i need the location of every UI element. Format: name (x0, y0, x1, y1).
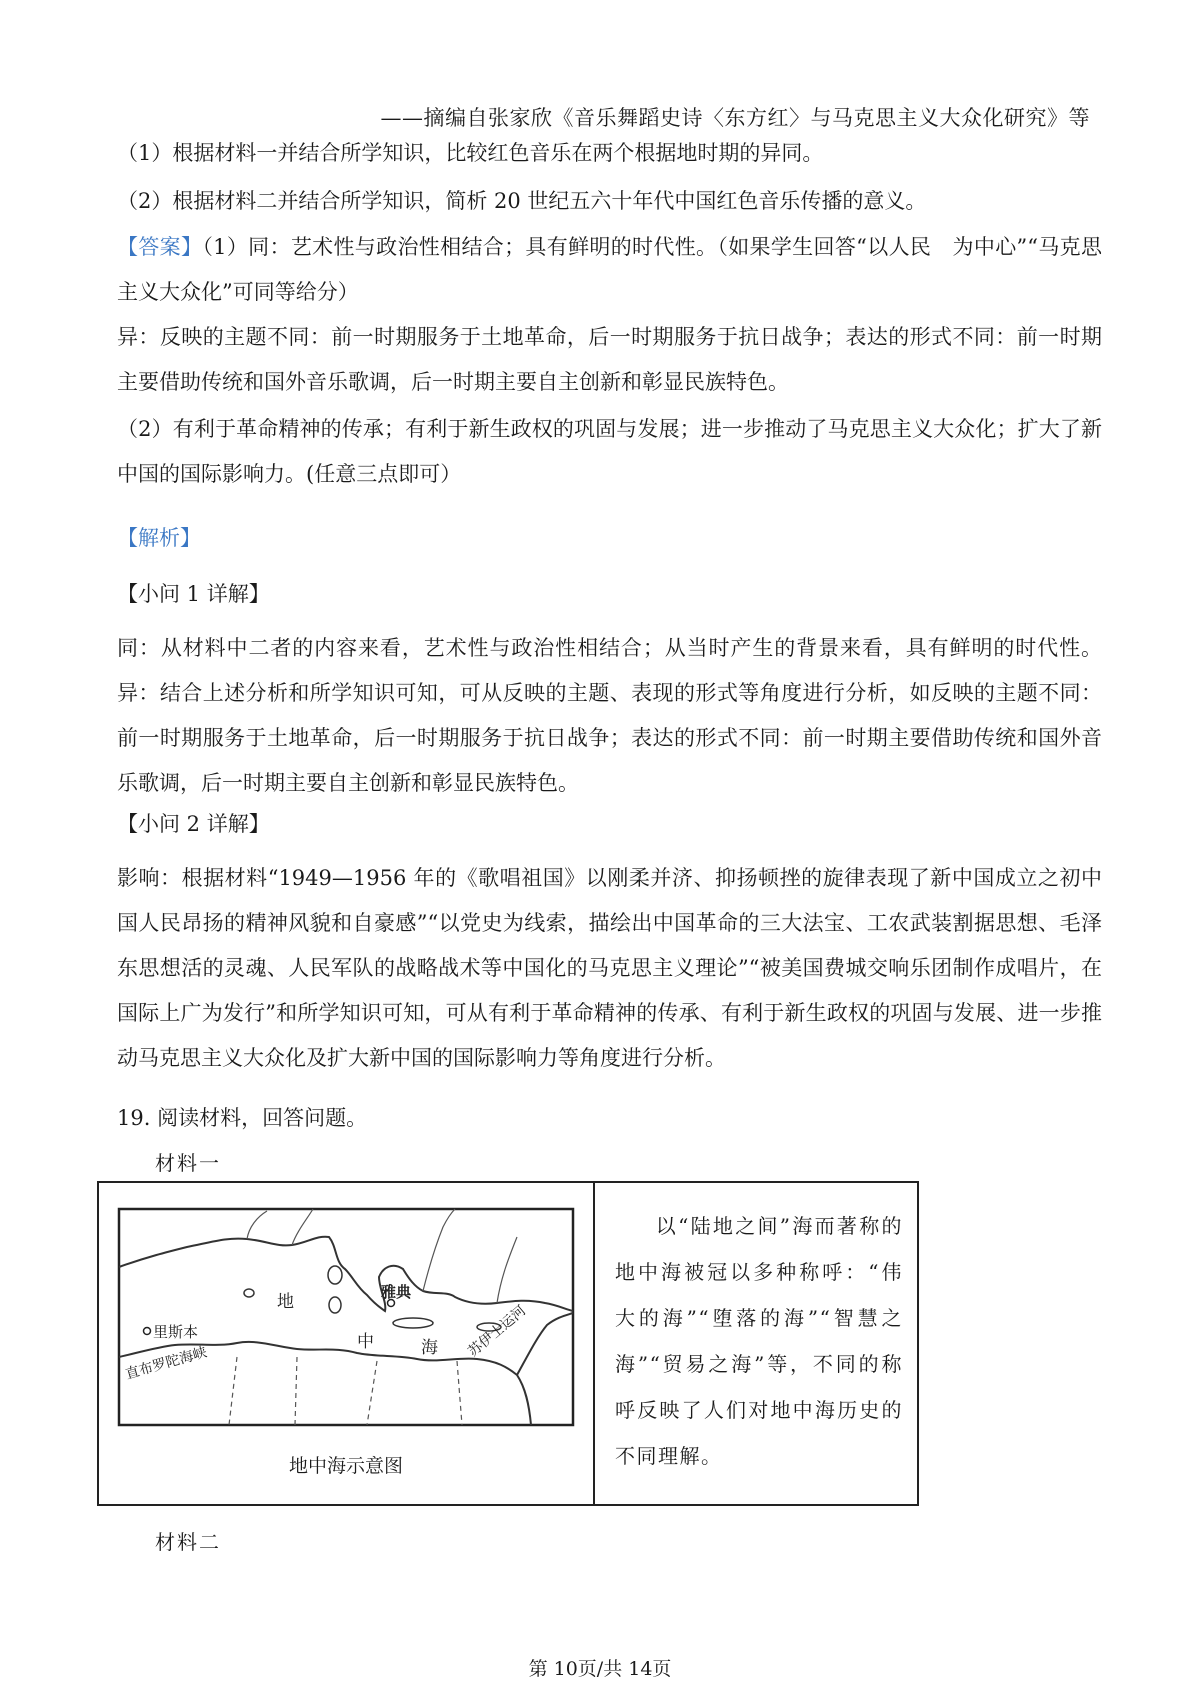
sub1-text: 同：从材料中二者的内容来看，艺术性与政治性相结合；从当时产生的背景来看，具有鲜明的时代性。异：结合上述分析和所学知识可知，可从反映的主题、表现的形式等角度进行分析，如反映的主题不同：前一时期服务于土地革命，后一时期服务于抗日战争；表达的形式不同：前一时期主要借助传统和国外音乐歌调，后一时期主要自主创新和彰显民族特色。 (117, 636, 1102, 795)
material-1-label: 材料一 (155, 1151, 221, 1175)
material-2-label: 材料二 (155, 1530, 221, 1554)
map-caption: 地中海示意图 (288, 1455, 403, 1477)
question-2: （2）根据材料二并结合所学知识，简析 20 世纪五六十年代中国红色音乐传播的意义。 (117, 189, 927, 213)
map-label-gibraltar: 直布罗陀海峡 (123, 1344, 209, 1383)
page-footer: 第 10页/共 14页 (528, 1658, 672, 1680)
map-label-hai: 海 (421, 1338, 438, 1358)
material-1-text-cell (595, 1183, 917, 1504)
material-table (97, 1181, 919, 1506)
answer-part1 (117, 225, 1102, 315)
sub2-text: 影响：根据材料“1949—1956 年的《歌唱祖国》以刚柔并济、抑扬顿挫的旋律表现了新中国成立之初中国人民昂扬的精神风貌和自豪感”“以党史为线索，描绘出中国革命的三大法宝、工农武装割据思想、毛泽东思想活的灵魂、人民军队的战略战术等中国化的马克思主义理论”“被美国费城交响乐团制作成唱片，在国际上广为发行”和所学知识可知，可从有利于革命精神的传承、有利于新生政权的巩固与发展、进一步推动马克思主义大众化及扩大新中国的国际影响力等角度进行分析。 (117, 866, 1102, 1070)
answer-part1-diff: 异：反映的主题不同：前一时期服务于土地革命，后一时期服务于抗日战争；表达的形式不同：前一时期主要借助传统和国外音乐歌调，后一时期主要自主创新和彰显民族特色。 (117, 325, 1102, 394)
map-label-lisbon: 里斯本 (153, 1323, 199, 1341)
q19-title: 19. 阅读材料，回答问题。 (117, 1106, 368, 1130)
material-1-text: 以“陆地之间”海而著称的地中海被冠以多种称呼：“伟大的海”“堕落的海”“智慧之海”“贸易之海”等，不同的称呼反映了人们对地中海历史的不同理解。 (615, 1214, 903, 1468)
question-1: （1）根据材料一并结合所学知识，比较红色音乐在两个根据地时期的异同。 (117, 141, 824, 165)
citation: ——摘编自张家欣《音乐舞蹈史诗〈东方红〉与马克思主义大众化研究》等 (380, 106, 1090, 130)
map-label-zhong: 中 (357, 1332, 374, 1352)
map-label-suez: 苏伊士运河 (465, 1302, 530, 1361)
sub1-title: 【小问 1 详解】 (117, 582, 270, 606)
analysis-label: 【解析】 (117, 526, 201, 550)
map-label-di: 地 (277, 1292, 294, 1312)
answer-part2: （2）有利于革命精神的传承；有利于新生政权的巩固与发展；进一步推动了马克思主义大众化；扩大了新中国的国际影响力。(任意三点即可） (117, 417, 1102, 486)
sub2-title: 【小问 2 详解】 (117, 812, 270, 836)
answer-part1-text: （1）同：艺术性与政治性相结合；具有鲜明的时代性。（如果学生回答“以人民 为中心”“马克思主义大众化”可同等给分） (117, 235, 1102, 304)
map-label-athens: 雅典 (381, 1283, 412, 1301)
map-cell (99, 1183, 595, 1504)
mediterranean-map (117, 1207, 575, 1427)
answer-label: 【答案】 (117, 235, 203, 259)
